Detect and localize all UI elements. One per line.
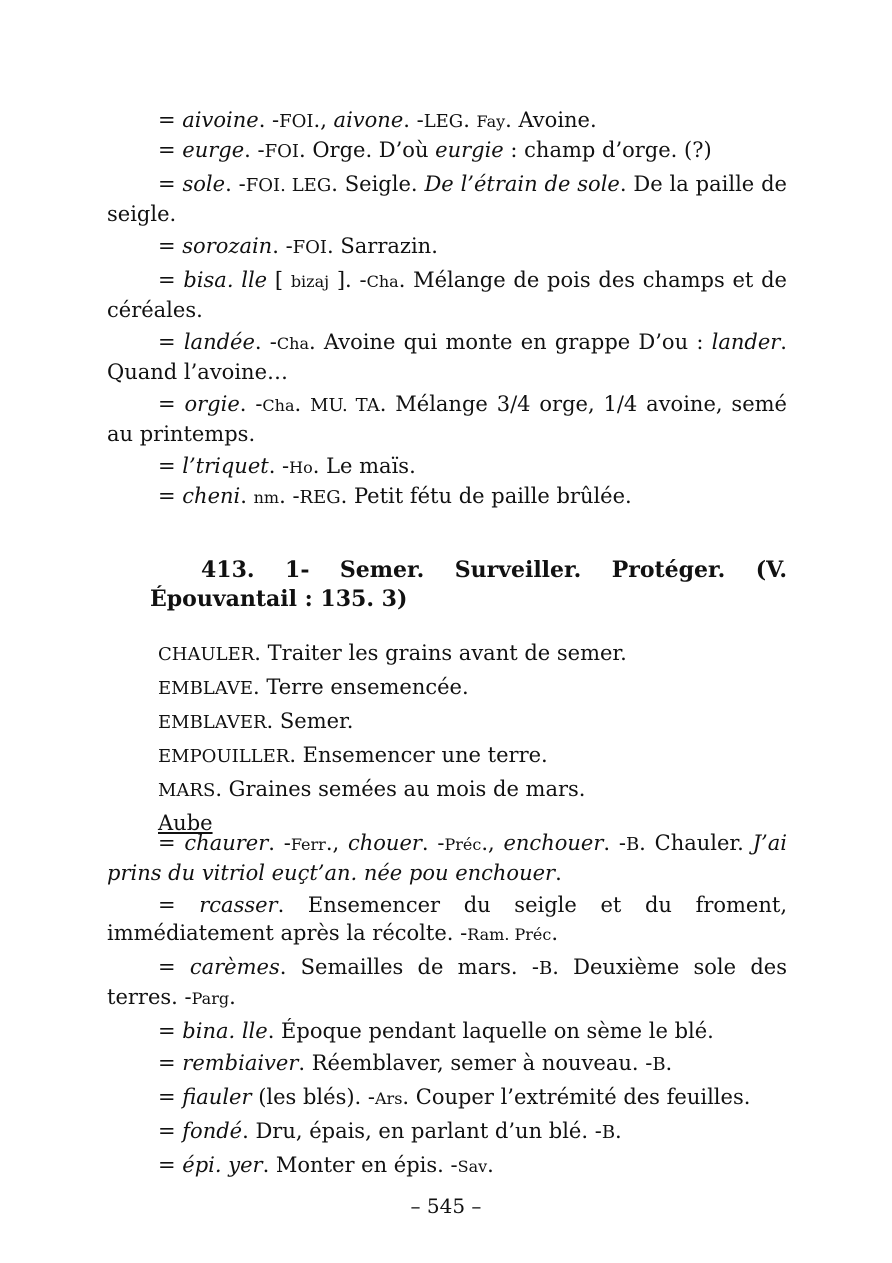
term: EMPOUILLER — [158, 746, 290, 767]
text: . - — [421, 831, 445, 855]
entry-rembiaiver — [107, 1049, 787, 1079]
definition: . Ensemencer du seigle et du froment, immédiatement après la récolte. - — [107, 893, 788, 945]
section-heading — [150, 556, 787, 614]
eq-sign: = — [158, 1019, 183, 1043]
definition: . Réemblaver, semer à nouveau. - — [298, 1051, 653, 1075]
source-abbrev: Préc — [444, 835, 482, 854]
text: . - — [403, 108, 424, 132]
text: . — [294, 392, 311, 416]
entry-bisalle — [107, 266, 787, 324]
entry-sorozain — [107, 232, 787, 262]
text: ., — [481, 831, 504, 855]
definition: . De la paille de seigle. — [107, 172, 787, 226]
dialect-word: sole — [182, 172, 226, 196]
text: . Orge. D’où — [298, 138, 436, 162]
eq-sign: = — [158, 108, 183, 132]
example-sentence: J’ai prins du vitriol euçt’an. née pou enchouer — [107, 831, 787, 885]
definition: . Mélange 3/4 orge, 1/4 avoine, semé au printemps. — [107, 392, 787, 446]
source-abbrev: B — [652, 1054, 666, 1075]
definition: . Monter en épis. - — [262, 1153, 458, 1177]
eq-sign: = — [158, 1119, 183, 1143]
dialect-word: lander — [711, 330, 781, 354]
text: ., — [325, 831, 348, 855]
term: MARS — [158, 780, 216, 801]
source-abbrev: Sav — [457, 1157, 488, 1176]
eq-sign: = — [158, 1153, 183, 1177]
source-abbrev: B — [538, 958, 553, 979]
source-abbrev: FOI — [279, 111, 314, 132]
dialect-phrase: De l’étrain de sole — [424, 172, 620, 196]
text: ., — [313, 108, 334, 132]
dialect-word: rembiaiver — [182, 1051, 299, 1075]
text: . Avoine qui monte en grappe D’ou : — [308, 330, 712, 354]
text: . - — [244, 138, 265, 162]
definition: . Couper l’extrémité des feuilles. — [402, 1085, 751, 1109]
source-abbrev: LEG — [423, 111, 464, 132]
definition: . Quand l’avoine… — [107, 330, 787, 384]
eq-sign: = — [158, 392, 185, 416]
entry-ltriquet — [107, 452, 787, 482]
text: . — [487, 1153, 494, 1177]
definition: . Chauler. — [639, 831, 753, 855]
phonetic: bizaj — [290, 272, 330, 291]
entry-landee — [107, 328, 787, 386]
text: . — [665, 1051, 673, 1075]
dialect-word: sorozain — [182, 234, 273, 258]
text: . — [229, 985, 236, 1009]
definitions-block — [107, 639, 787, 837]
source-abbrev: Cha — [276, 334, 309, 353]
text: . - — [603, 831, 626, 855]
entry-binalle — [107, 1017, 787, 1045]
definition: . Dru, épais, en parlant d’un blé. - — [242, 1119, 602, 1143]
eq-sign: = — [158, 893, 200, 917]
dialect-word: eurgie — [435, 138, 504, 162]
dialect-word: bisa. lle — [183, 268, 268, 292]
eq-sign: = — [158, 831, 185, 855]
text: . - — [239, 392, 263, 416]
text: . - — [258, 108, 280, 132]
definition: . Époque pendant laquelle on sème le blé. — [267, 1019, 714, 1043]
eq-sign: = — [158, 955, 190, 979]
source-abbrev: MU. TA — [310, 395, 380, 416]
text: . - — [268, 454, 290, 478]
dialect-word: aivoine — [182, 108, 259, 132]
entry-epiyer — [107, 1151, 787, 1181]
source-abbrev: Ho — [289, 458, 313, 477]
eq-sign: = — [158, 484, 183, 508]
definition: . Petit fétu de paille brûlée. — [340, 484, 632, 508]
dialect-word: fiauler — [182, 1085, 252, 1109]
grammar-abbrev: nm — [253, 488, 280, 507]
text: . — [615, 1119, 622, 1143]
dialect-word: l’triquet — [182, 454, 269, 478]
entry-cheni — [107, 482, 787, 512]
entries-bottom-block — [107, 829, 787, 1181]
dialect-word: aivone — [333, 108, 404, 132]
def-mars — [158, 775, 787, 805]
eq-sign: = — [158, 1051, 183, 1075]
def-emblaver — [158, 707, 787, 737]
dialect-word: eurge — [182, 138, 245, 162]
dialect-word: enchouer — [503, 831, 604, 855]
source-abbrev: Ram. Préc — [467, 925, 552, 944]
dialect-word: bina. lle — [182, 1019, 268, 1043]
source-abbrev: Ferr — [290, 835, 326, 854]
dialect-word: chouer — [347, 831, 422, 855]
definition: . Terre ensemencée. — [253, 675, 469, 699]
dialect-word: landée — [183, 330, 255, 354]
entry-orgie — [107, 390, 787, 448]
entry-chaurer — [107, 829, 787, 887]
eq-sign: = — [158, 234, 183, 258]
eq-sign: = — [158, 1085, 183, 1109]
text: (les blés). - — [251, 1085, 375, 1109]
entry-fiauler — [107, 1083, 787, 1113]
eq-sign: = — [158, 172, 183, 196]
section-heading-line1: 413. 1- Semer. Surveiller. Protéger. (V. — [201, 557, 787, 583]
definition: . Ensemencer une terre. — [289, 743, 548, 767]
entry-rcasser — [107, 891, 787, 949]
text: . — [240, 484, 254, 508]
text: . - — [272, 234, 293, 258]
eq-sign: = — [158, 268, 184, 292]
text: . - — [254, 330, 277, 354]
text: . - — [225, 172, 246, 196]
source-abbrev: REG — [299, 487, 341, 508]
def-empouiller — [158, 741, 787, 771]
definition: . Deuxième sole des terres. - — [107, 955, 787, 1009]
definition: : champ d’orge. (?) — [503, 138, 712, 162]
source-abbrev: B — [601, 1122, 616, 1143]
def-emblave — [158, 673, 787, 703]
definition: . Sarrazin. — [327, 234, 438, 258]
entry-eurge — [107, 136, 787, 166]
source-abbrev: Parg — [191, 989, 230, 1008]
term: EMBLAVER — [158, 712, 267, 733]
text: . - — [268, 831, 291, 855]
term: EMBLAVE — [158, 678, 253, 699]
definition: . Avoine. — [505, 108, 597, 132]
source-abbrev: Cha — [262, 396, 295, 415]
eq-sign: = — [158, 138, 183, 162]
definition: . Semer. — [266, 709, 354, 733]
entry-fonde — [107, 1117, 787, 1147]
dialect-word: rcasser — [199, 893, 278, 917]
source-abbrev: Cha — [366, 272, 399, 291]
term: CHAULER — [158, 644, 255, 665]
eq-sign: = — [158, 330, 184, 354]
text: . Seigle. — [331, 172, 425, 196]
definition: . Le maïs. — [312, 454, 416, 478]
entry-caremes — [107, 953, 787, 1013]
entry-aivoine — [107, 106, 787, 136]
definition: . Mélange de pois des champs et de céréales. — [107, 268, 787, 322]
text: . — [463, 108, 477, 132]
def-chauler — [158, 639, 787, 669]
text: [ — [267, 268, 291, 292]
source-abbrev: FOI. LEG — [245, 175, 332, 196]
source-abbrev: Fay — [476, 112, 506, 131]
text: ]. - — [329, 268, 367, 292]
text: . — [555, 861, 562, 885]
source-abbrev: FOI — [292, 237, 328, 258]
dialect-word: chaurer — [184, 831, 269, 855]
source-abbrev: B — [625, 834, 640, 855]
region-name: Aube — [158, 811, 213, 835]
source-abbrev: FOI — [264, 141, 299, 162]
entries-top-block — [107, 106, 787, 516]
definition: . Graines semées au mois de mars. — [215, 777, 586, 801]
page-number: – 545 – — [410, 1194, 482, 1218]
dialect-word: épi. yer — [182, 1153, 263, 1177]
dialect-word: cheni — [182, 484, 241, 508]
eq-sign: = — [158, 454, 183, 478]
definition: . Semailles de mars. - — [279, 955, 539, 979]
dialect-word: carèmes — [189, 955, 280, 979]
text: . - — [279, 484, 300, 508]
dialect-word: fondé — [182, 1119, 243, 1143]
source-abbrev: Ars — [374, 1089, 403, 1108]
section-heading-line2: Épouvantail : 135. 3) — [150, 586, 408, 612]
dialect-word: orgie — [184, 392, 240, 416]
text: . — [551, 921, 559, 945]
entry-sole — [107, 170, 787, 228]
definition: . Traiter les grains avant de semer. — [254, 641, 627, 665]
